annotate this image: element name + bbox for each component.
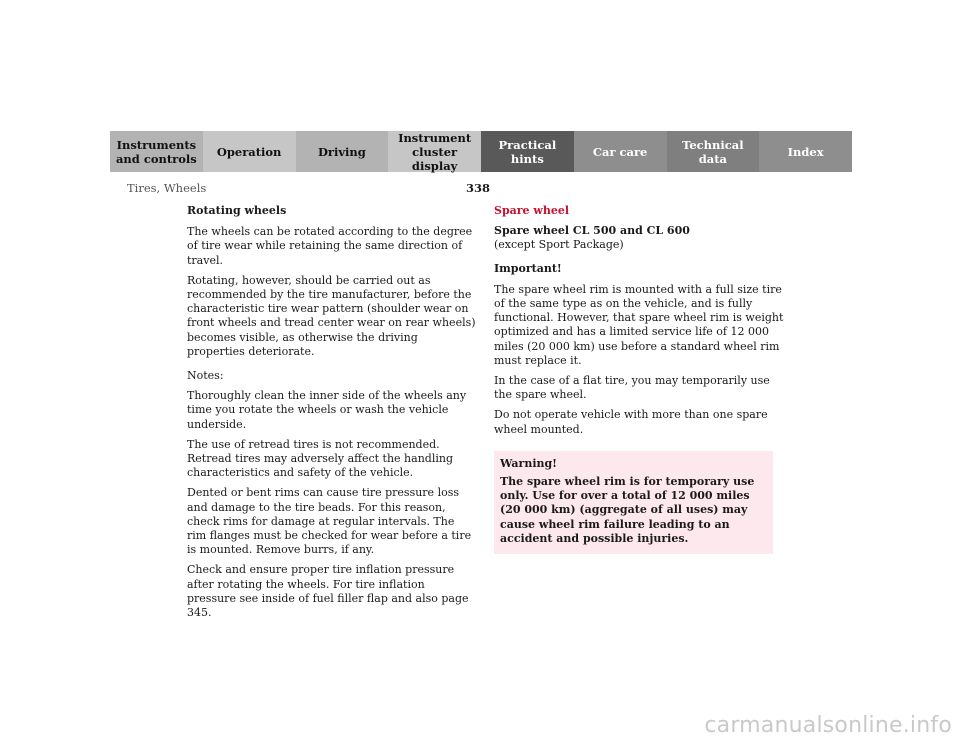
tab-operation[interactable] — [203, 131, 296, 172]
tab-label: Instruments and controls — [115, 137, 197, 166]
rotating-wheels-heading: Rotating wheels — [187, 204, 287, 217]
right-column — [494, 204, 784, 554]
tab-driving[interactable] — [296, 131, 389, 172]
tab-instruments-and-controls[interactable] — [110, 131, 203, 172]
tab-technical-data[interactable] — [667, 131, 760, 172]
tab-label: Operation — [216, 144, 282, 159]
tab-label: Instrument cluster display — [398, 130, 472, 173]
paragraph: Dented or bent rims can cause tire pressure loss and damage to the tire beads. For this reason, check rims for damage at regular intervals. The rim flanges must be checked for wear before a tire is mounted. Remove burrs, if any. — [187, 486, 472, 557]
page-number: 338 — [466, 181, 491, 195]
paragraph: The wheels can be rotated according to the degree of tire wear while retaining the same direction of travel. — [187, 225, 473, 267]
paragraph: Do not operate vehicle with more than one spare wheel mounted. — [494, 408, 768, 436]
spare-wheel-subnote: (except Sport Package) — [494, 238, 624, 252]
paragraph: Rotating, however, should be carried out as recommended by the tire manufacturer, before the characteristic tire wear pattern (shoulder wear on front wheels and tread center wear on rear wheels) becomes visible, as otherwise the driving properties deteriorate. — [187, 273, 476, 358]
tab-label: Index — [787, 144, 824, 159]
tab-index[interactable] — [759, 131, 852, 172]
spare-wheel-heading: Spare wheel — [494, 204, 570, 217]
tab-practical-hints[interactable] — [481, 131, 574, 172]
tab-car-care[interactable] — [574, 131, 667, 172]
tab-label: Practical hints — [498, 137, 557, 166]
paragraph: Check and ensure proper tire inflation pressure after rotating the wheels. For tire inflation pressure see inside of fuel filler flap and also page 345. — [187, 563, 469, 620]
warning-title: Warning! — [500, 456, 558, 470]
warning-text: The spare wheel rim is for temporary use only. Use for over a total of 12 000 miles (20 000 km) (aggregate of all uses) may cause wheel rim failure leading to an accident and possible injuries. — [500, 475, 755, 545]
tab-label: Car care — [592, 144, 648, 159]
tab-label: Technical data — [682, 137, 744, 166]
spare-wheel-subheading: Spare wheel CL 500 and CL 600 — [494, 224, 690, 238]
watermark: carmanualsonline.info — [704, 713, 952, 738]
section-title: Tires, Wheels — [127, 181, 207, 195]
important-label: Important! — [494, 261, 562, 275]
paragraph: Thoroughly clean the inner side of the wheels any time you rotate the wheels or wash the vehicle underside. — [187, 389, 467, 431]
paragraph: In the case of a flat tire, you may temporarily use the spare wheel. — [494, 374, 770, 402]
paragraph: The use of retread tires is not recommended. Retread tires may adversely affect the handling characteristics and safety of the vehicle. — [187, 437, 453, 480]
notes-label: Notes: — [187, 369, 224, 383]
warning-box — [494, 451, 773, 554]
left-column — [187, 204, 477, 626]
chapter-tabs — [110, 131, 852, 172]
tab-instrument-cluster-display[interactable] — [388, 131, 481, 172]
tab-label: Driving — [317, 144, 366, 159]
paragraph: The spare wheel rim is mounted with a full size tire of the same type as on the vehicle, and is fully functional. However, that spare wheel rim is weight optimized and has a limited service life of 12 000 miles (20 000 km) use before a standard wheel rim must replace it. — [494, 282, 784, 367]
